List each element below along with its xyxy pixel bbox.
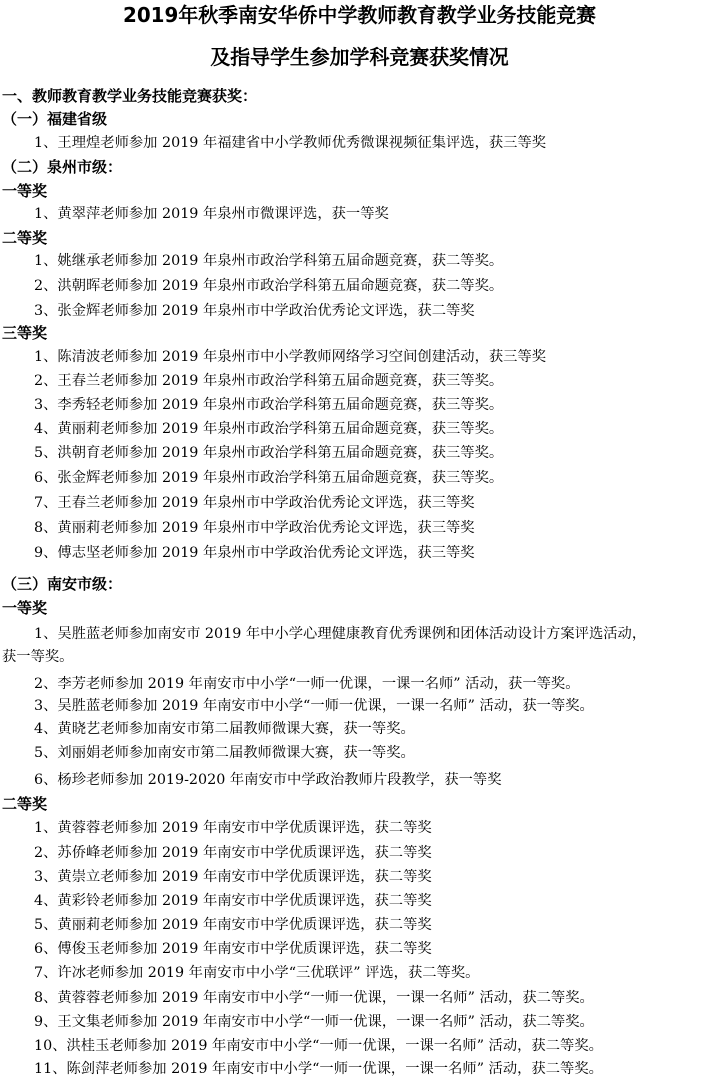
award-item: 3、李秀轻老师参加 2019 年泉州市政治学科第五届命题竞赛，获三等奖。 xyxy=(34,397,504,413)
award-item: 6、傅俊玉老师参加 2019 年南安市中学优质课评选，获二等奖 xyxy=(34,941,432,957)
award-item: 5、洪朝育老师参加 2019 年泉州市政治学科第五届命题竞赛，获三等奖。 xyxy=(34,445,504,461)
section-heading: （一）福建省级 xyxy=(2,110,108,128)
section-heading: 一、教师教育教学业务技能竞赛获奖： xyxy=(2,87,258,105)
award-item: 4、黄彩铃老师参加 2019 年南安市中学优质课评选，获二等奖 xyxy=(34,893,432,909)
section-heading: （三）南安市级： xyxy=(2,575,123,593)
award-item: 3、张金辉老师参加 2019 年泉州市中学政治优秀论文评选，获二等奖 xyxy=(34,303,475,319)
award-item: 4、黄丽莉老师参加 2019 年泉州市政治学科第五届命题竞赛，获三等奖。 xyxy=(34,421,504,437)
section-heading: 一等奖 xyxy=(2,182,48,200)
document-title-line-2: 及指导学生参加学科竞赛获奖情况 xyxy=(210,45,509,69)
award-item: 1、王理煌老师参加 2019 年福建省中小学教师优秀微课视频征集评选，获三等奖 xyxy=(34,135,547,151)
award-item: 1、姚继承老师参加 2019 年泉州市政治学科第五届命题竞赛，获二等奖。 xyxy=(34,253,504,269)
award-item: 2、王春兰老师参加 2019 年泉州市政治学科第五届命题竞赛，获三等奖。 xyxy=(34,373,504,389)
award-item: 4、黄晓艺老师参加南安市第二届教师微课大赛，获一等奖。 xyxy=(34,721,415,737)
award-item-continuation: 获一等奖。 xyxy=(2,649,74,665)
award-item: 2、李芳老师参加 2019 年南安市中小学“一师一优课，一课一名师” 活动，获一等奖。 xyxy=(34,676,580,692)
award-item: 6、杨珍老师参加 2019-2020 年南安市中学政治教师片段教学，获一等奖 xyxy=(34,772,502,788)
award-item: 8、黄丽莉老师参加 2019 年泉州市中学政治优秀论文评选，获三等奖 xyxy=(34,520,475,536)
section-heading: （二）泉州市级： xyxy=(2,158,123,176)
award-item: 3、吴胜蓝老师参加 2019 年南安市中小学“一师一优课，一课一名师” 活动，获一等奖。 xyxy=(34,698,594,714)
section-heading: 二等奖 xyxy=(2,795,48,813)
award-item: 1、黄蓉蓉老师参加 2019 年南安市中学优质课评选，获二等奖 xyxy=(34,820,432,836)
award-item: 7、王春兰老师参加 2019 年泉州市中学政治优秀论文评选，获三等奖 xyxy=(34,495,475,511)
award-item: 1、陈清波老师参加 2019 年泉州市中小学教师网络学习空间创建活动，获三等奖 xyxy=(34,349,547,365)
section-heading: 二等奖 xyxy=(2,229,48,247)
award-item: 7、许冰老师参加 2019 年南安市中小学“三优联评” 评选，获二等奖。 xyxy=(34,965,480,981)
award-item: 1、吴胜蓝老师参加南安市 2019 年中小学心理健康教育优秀课例和团体活动设计方案评选活动， xyxy=(34,626,647,642)
section-heading: 三等奖 xyxy=(2,324,48,342)
award-item: 6、张金辉老师参加 2019 年泉州市政治学科第五届命题竞赛，获三等奖。 xyxy=(34,470,504,486)
award-item: 11、陈剑萍老师参加 2019 年南安市中小学“一师一优课，一课一名师” 活动，获二等奖。 xyxy=(34,1061,603,1077)
award-item: 10、洪桂玉老师参加 2019 年南安市中小学“一师一优课，一课一名师” 活动，获二等奖。 xyxy=(34,1038,603,1054)
award-item: 5、刘丽娟老师参加南安市第二届教师微课大赛，获一等奖。 xyxy=(34,745,415,761)
award-item: 5、黄丽莉老师参加 2019 年南安市中学优质课评选，获二等奖 xyxy=(34,917,432,933)
section-heading: 一等奖 xyxy=(2,599,48,617)
award-item: 1、黄翠萍老师参加 2019 年泉州市微课评选，获一等奖 xyxy=(34,206,389,222)
document-title-line-1: 2019年秋季南安华侨中学教师教育教学业务技能竞赛 xyxy=(122,3,597,27)
award-item: 2、苏侨峰老师参加 2019 年南安市中学优质课评选，获二等奖 xyxy=(34,845,432,861)
award-item: 8、黄蓉蓉老师参加 2019 年南安市中小学“一师一优课，一课一名师” 活动，获二等奖。 xyxy=(34,990,594,1006)
award-item: 9、傅志坚老师参加 2019 年泉州市中学政治优秀论文评选，获三等奖 xyxy=(34,545,475,561)
award-item: 2、洪朝晖老师参加 2019 年泉州市政治学科第五届命题竞赛，获二等奖。 xyxy=(34,278,504,294)
award-item: 3、黄崇立老师参加 2019 年南安市中学优质课评选，获二等奖 xyxy=(34,869,432,885)
award-item: 9、王文集老师参加 2019 年南安市中小学“一师一优课，一课一名师” 活动，获二等奖。 xyxy=(34,1014,594,1030)
